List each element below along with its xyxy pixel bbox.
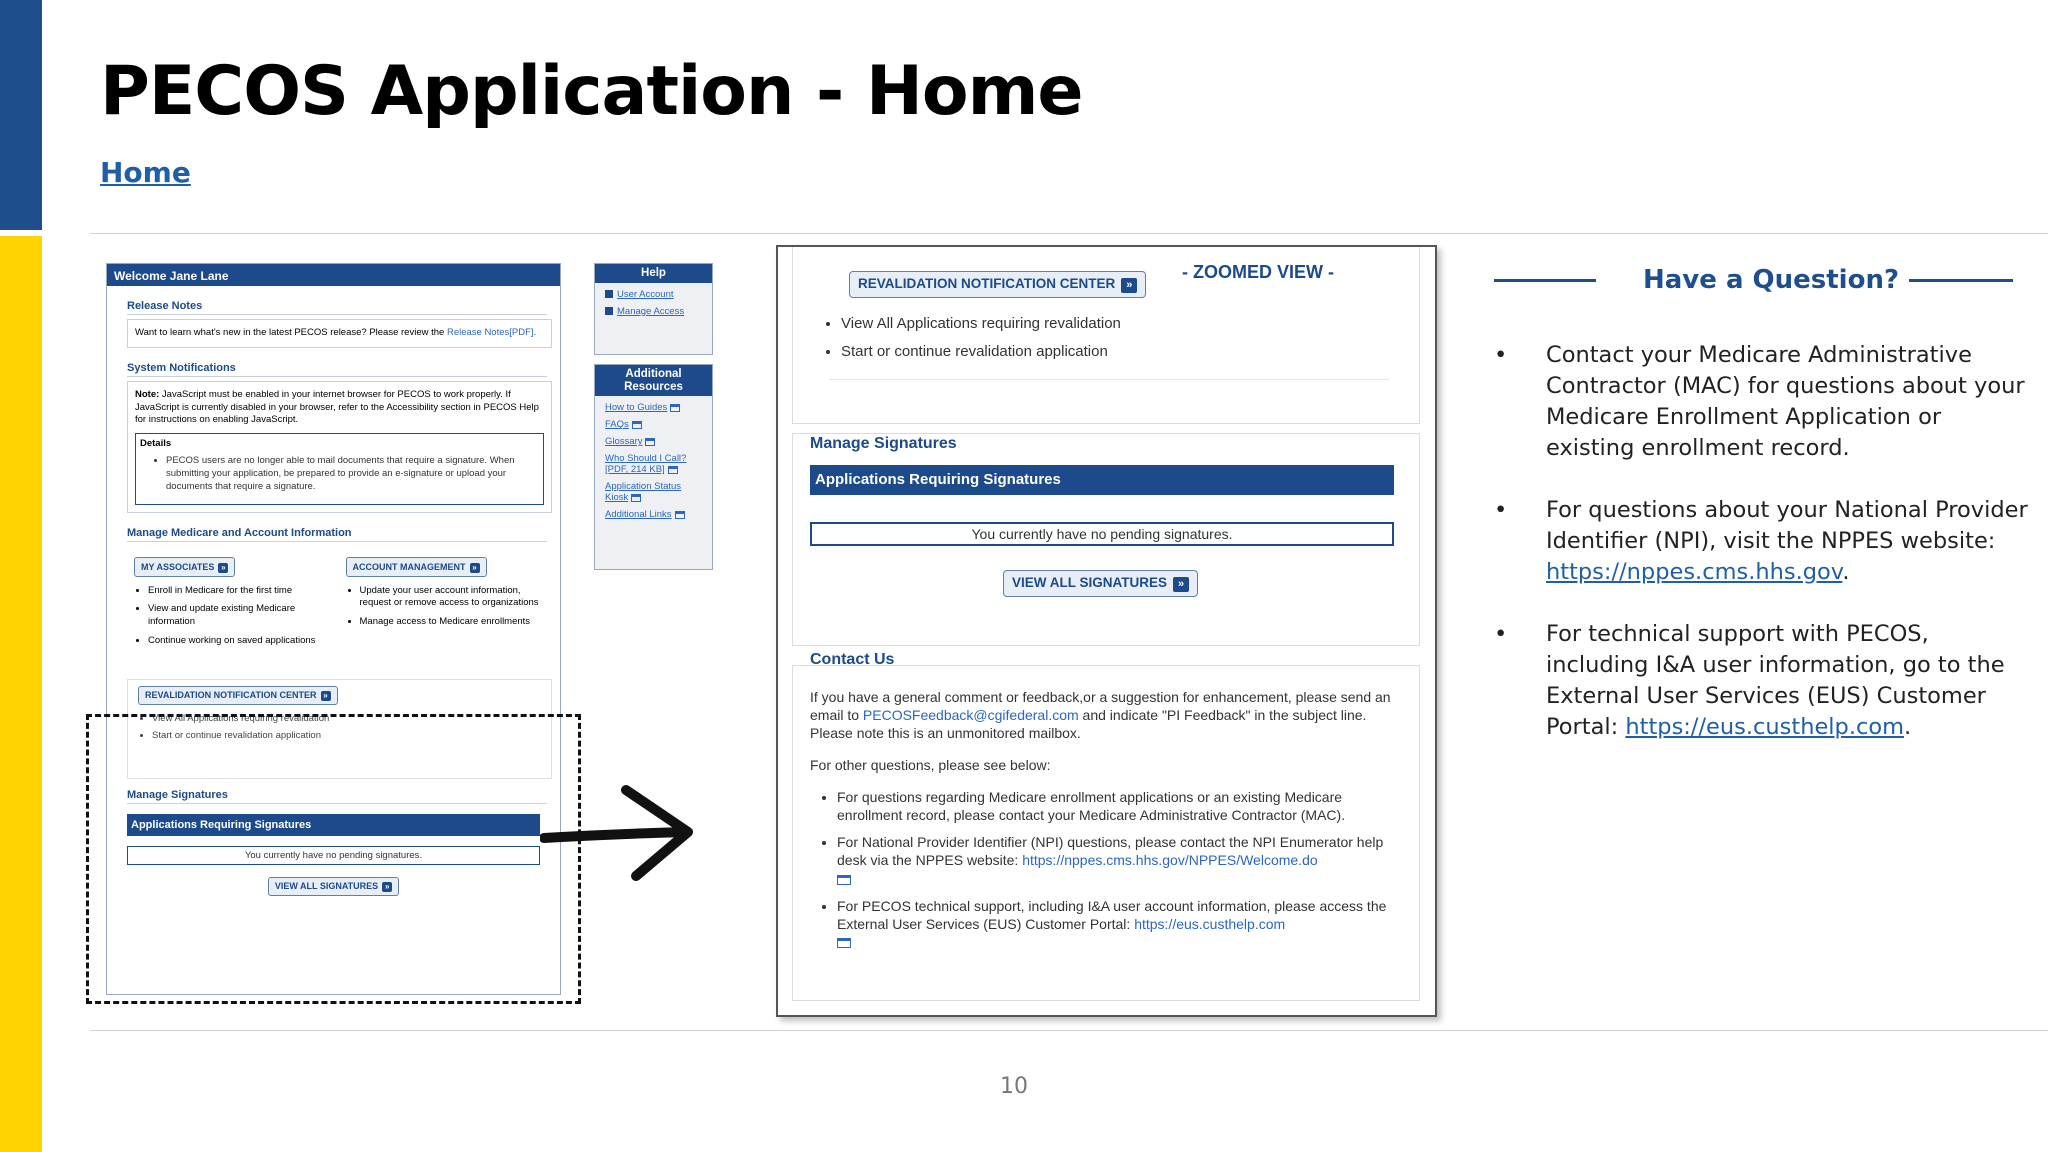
contact-intro: If you have a general comment or feedback,or a suggestion for enhancement, please send an email to PECOSFeedback@cgifederal.com and indicate "PI Feedback" in the subject line. Please note this is an unmonitored mailbox.: [810, 689, 1391, 741]
faqs-link[interactable]: FAQs: [605, 419, 702, 430]
help-panel: [594, 263, 713, 355]
help-title: Help: [595, 264, 712, 283]
view-all-signatures-button[interactable]: VIEW ALL SIGNATURES »: [268, 877, 399, 896]
note-label: Note:: [135, 388, 160, 400]
chevron-right-icon: »: [1173, 577, 1189, 592]
new-window-icon: [837, 938, 851, 948]
signatures-header-bar: Applications Requiring Signatures: [127, 814, 540, 836]
breadcrumb-home-link[interactable]: Home: [100, 156, 191, 189]
list-item: • For PECOS technical support, including I&A user account information, please access the External User Services (EUS) Customer Portal: https://eus.custhelp.com: [837, 898, 1406, 952]
view-all-signatures-button[interactable]: VIEW ALL SIGNATURES »: [1003, 570, 1198, 597]
zoomed-view-label: - ZOOMED VIEW -: [1182, 262, 1334, 282]
zoom-highlight-box: [86, 714, 581, 1004]
release-notes-title: Release Notes: [127, 300, 547, 315]
feedback-email-link[interactable]: PECOSFeedback@cgifederal.com: [862, 706, 1079, 723]
system-notifications-box: [127, 381, 552, 513]
chevron-right-icon: »: [218, 563, 228, 573]
list-item: • For questions regarding Medicare enrollment applications or an existing Medicare enrollment record, please contact your Medicare Administrative Contractor (MAC).: [837, 789, 1406, 825]
account-management-button[interactable]: ACCOUNT MANAGEMENT »: [346, 557, 487, 577]
manage-signatures-title: Manage Signatures: [127, 789, 547, 804]
new-window-icon: [670, 404, 680, 412]
note-text: JavaScript must be enabled in your internet browser for PECOS to work properly. If JavaScript is currently disabled in your browser, refer to the Accessibility section in PECOS Help for instructions on enabling JavaScript.: [135, 388, 539, 426]
contact-us-title: Contact Us: [810, 651, 895, 668]
list-item: • View All Applications requiring revalidation: [841, 315, 1121, 332]
nppes-website-link[interactable]: https://nppes.cms.hhs.gov: [1546, 559, 1843, 585]
list-item: • Start or continue revalidation application: [841, 343, 1121, 360]
new-window-icon: [631, 494, 641, 502]
bullet: •: [1494, 497, 1508, 523]
manage-access-link[interactable]: Manage Access: [605, 306, 702, 317]
question-list: [1494, 340, 2034, 774]
list-item: • Continue working on saved applications: [148, 635, 334, 648]
associates-column: [134, 557, 334, 654]
zoomed-view: [776, 245, 1437, 1017]
eus-portal-link[interactable]: https://eus.custhelp.com: [1625, 714, 1905, 740]
arrow-right-icon: [540, 780, 700, 890]
square-icon: [605, 290, 613, 298]
list-item: • Manage access to Medicare enrollments: [360, 616, 546, 629]
new-window-icon: [632, 421, 642, 429]
new-window-icon: [668, 466, 678, 474]
question-title-line-left: [1494, 279, 1596, 282]
account-column: [346, 557, 546, 654]
my-associates-button[interactable]: MY ASSOCIATES »: [134, 557, 235, 577]
question-title: Have a Question?: [1643, 265, 1900, 295]
chevron-right-icon: »: [382, 882, 392, 892]
how-to-guides-link[interactable]: How to Guides: [605, 402, 702, 413]
bottom-divider: [90, 1030, 2048, 1031]
revalidation-notification-center-button[interactable]: REVALIDATION NOTIFICATION CENTER »: [849, 271, 1146, 298]
list-item: • For National Provider Identifier (NPI) questions, please contact the NPI Enumerator help desk via the NPPES website: https://nppes.cms.hhs.gov/NPPES/Welcome.do: [837, 834, 1406, 888]
slide-stripe-blue: [0, 0, 42, 230]
divider: [829, 379, 1389, 380]
revalidation-notification-center-button[interactable]: REVALIDATION NOTIFICATION CENTER »: [138, 686, 338, 705]
manage-signatures-title: Manage Signatures: [810, 435, 957, 452]
additional-links-link[interactable]: Additional Links: [605, 509, 702, 520]
new-window-icon: [675, 511, 685, 519]
chevron-right-icon: »: [1121, 278, 1137, 293]
contact-us-body: [810, 689, 1406, 962]
list-item: • Start or continue revalidation application: [152, 730, 541, 741]
eus-portal-link[interactable]: https://eus.custhelp.com: [1134, 916, 1286, 933]
details-box: [135, 433, 544, 504]
application-status-kiosk-link[interactable]: Application Status Kiosk: [605, 481, 682, 504]
details-title: Details: [140, 438, 172, 450]
new-window-icon: [837, 875, 851, 885]
list-item: • View and update existing Medicare information: [148, 603, 334, 629]
release-notes-box: [127, 319, 552, 348]
additional-resources-panel: [594, 364, 713, 570]
manage-info-title: Manage Medicare and Account Information: [127, 527, 547, 542]
additional-resources-title: Additional Resources: [595, 365, 712, 396]
chevron-right-icon: »: [470, 563, 480, 573]
who-should-i-call-link[interactable]: Who Should I Call? [PDF, 214 KB]: [605, 453, 687, 476]
list-item: • Contact your Medicare Administrative Contractor (MAC) for questions about your Medicare Enrollment Application or existing enrollment record.: [1494, 342, 2025, 461]
top-divider: [90, 233, 2048, 234]
no-signatures-message: You currently have no pending signatures.: [810, 522, 1394, 546]
glossary-link[interactable]: Glossary: [605, 436, 702, 447]
square-icon: [605, 307, 613, 315]
system-notifications-title: System Notifications: [127, 362, 547, 377]
signatures-header-bar: Applications Requiring Signatures: [810, 465, 1394, 495]
release-notes-link[interactable]: Release Notes[PDF].: [446, 327, 537, 338]
nppes-link[interactable]: https://nppes.cms.hhs.gov/NPPES/Welcome.do: [1022, 852, 1318, 869]
slide-stripe-yellow: [0, 236, 42, 1152]
chevron-right-icon: »: [321, 691, 331, 701]
bullet: •: [1494, 342, 1508, 368]
no-signatures-message: You currently have no pending signatures.: [127, 846, 540, 865]
other-questions-text: For other questions, please see below:: [810, 756, 1051, 773]
page-number: 10: [1000, 1074, 1028, 1099]
details-item: • PECOS users are no longer able to mail documents that require a signature. When submitting your application, be prepared to provide an e-signature or upload your documents that require a signature.: [166, 455, 539, 493]
user-account-link[interactable]: User Account: [605, 289, 702, 300]
list-item: • For technical support with PECOS, including I&A user information, go to the External User Services (EUS) Customer Portal: https://eus.custhelp.com.: [1494, 621, 2005, 740]
slide-title: PECOS Application - Home: [100, 52, 1083, 131]
list-item: • For questions about your National Provider Identifier (NPI), visit the NPPES website: https://nppes.cms.hhs.gov.: [1494, 497, 2028, 585]
new-window-icon: [645, 438, 655, 446]
list-item: • Update your user account information, request or remove access to organizations: [360, 585, 546, 611]
release-notes-text: Want to learn what's new in the latest PECOS release? Please review the: [135, 327, 447, 338]
bullet: •: [1494, 621, 1508, 647]
question-title-line-right: [1909, 279, 2013, 282]
welcome-header: Welcome Jane Lane: [107, 264, 560, 286]
manage-info-box: [127, 546, 552, 661]
list-item: • View All Applications requiring revalidation: [152, 713, 541, 724]
list-item: • Enroll in Medicare for the first time: [148, 585, 334, 598]
